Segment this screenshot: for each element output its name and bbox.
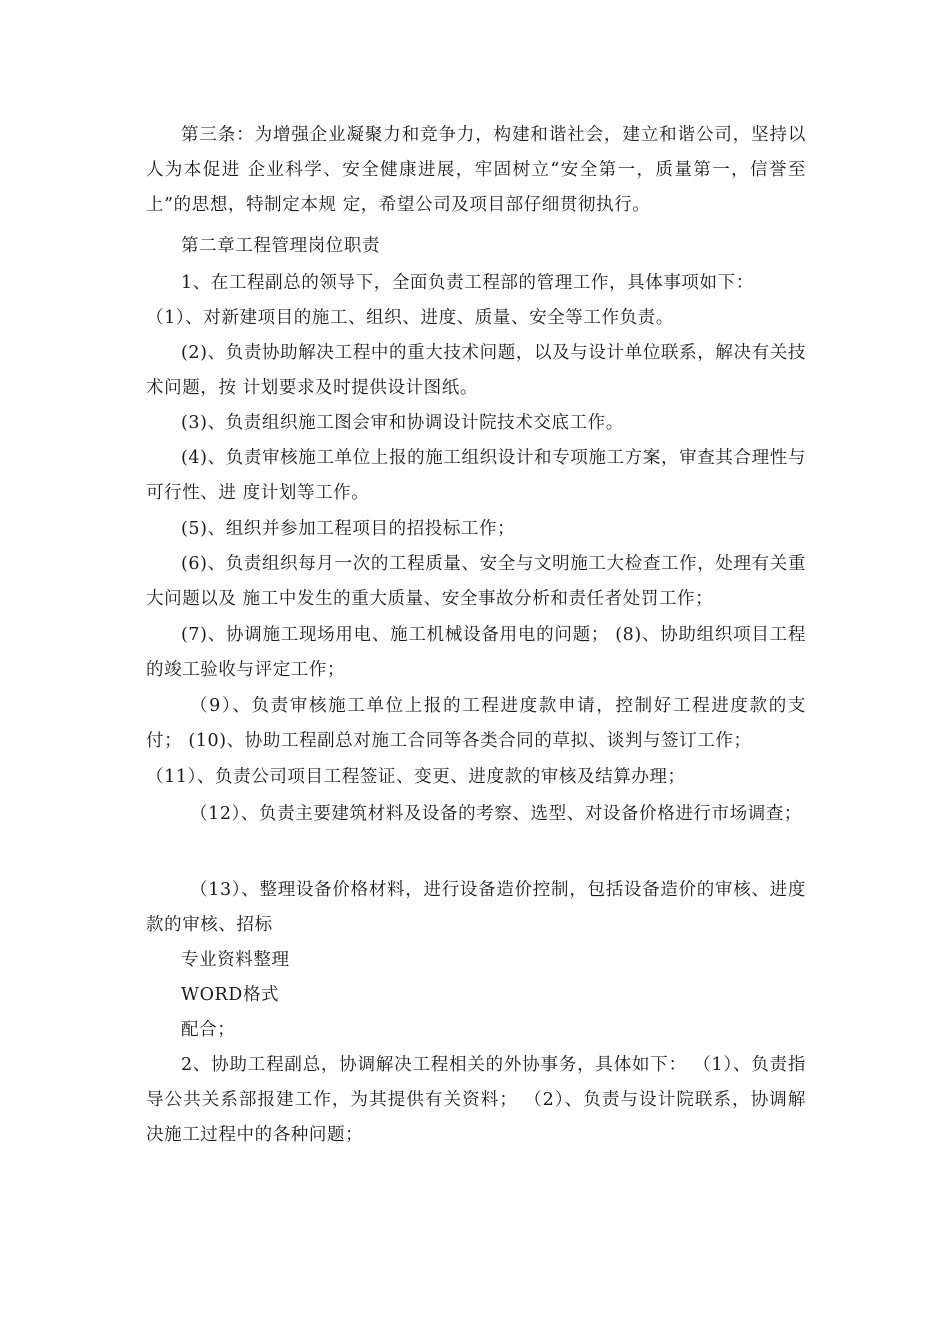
word-format-label: WORD格式 <box>181 985 280 1005</box>
item-1-sub-2: (2)、负责协助解决工程中的重大技术问题，以及与设计单位联系，解决有关技术问题，按 计划要求及时提供设计图纸。 <box>146 343 806 398</box>
item-1-sub-12: （12）、负责主要建筑材料及设备的考察、选型、对设备价格进行市场调查； <box>190 804 803 824</box>
item-1-sub-4: (4)、负责审核施工单位上报的施工组织设计和专项施工方案，审查其合理性与可行性、进 度计划等工作。 <box>146 448 806 503</box>
item-1-sub-7-8: (7)、协调施工现场用电、施工机械设备用电的问题； (8)、协助组织项目工程的竣工验收与评定工作； <box>146 625 806 680</box>
item-1-sub-1: （1）、对新建项目的施工、组织、进度、质量、安全等工作负责。 <box>146 308 674 328</box>
item-1-sub-13: （13）、整理设备价格材料，进行设备造价控制，包括设备造价的审核、进度款的审核、招标 <box>146 880 806 935</box>
item-1-sub-5: (5)、组织并参加工程项目的招投标工作； <box>181 519 516 539</box>
article-three-paragraph: 第三条：为增强企业凝聚力和竞争力，构建和谐社会，建立和谐公司，坚持以人为本促进 企业科学、安全健康进展，牢固树立“安全第一，质量第一，信誉至上”的思想，特制定本规 定，希望公司及项目部仔细贯彻执行。 <box>146 125 806 215</box>
item-1-sub-9-10: （9）、负责审核施工单位上报的工程进度款申请，控制好工程进度款的支付； (10)、协助工程副总对施工合同等各类合同的草拟、谈判与签订工作； <box>146 696 806 751</box>
item-1-sub-11: （11）、负责公司项目工程签证、变更、进度款的审核及结算办理； <box>146 767 686 787</box>
item-1-sub-6: (6)、负责组织每月一次的工程质量、安全与文明施工大检查工作，处理有关重大问题以及 施工中发生的重大质量、安全事故分析和责任者处罚工作； <box>146 554 806 609</box>
item-1-sub-3: (3)、负责组织施工图会审和协调设计院技术交底工作。 <box>181 413 624 433</box>
coordination-line: 配合； <box>181 1020 236 1040</box>
chapter-heading: 第二章工程管理岗位职责 <box>181 236 381 256</box>
item-2-paragraph: 2、协助工程副总，协调解决工程相关的外协事务，具体如下： （1）、负责指导公共关系部报建工作，为其提供有关资料； （2）、负责与设计院联系，协调解决施工过程中的各种问题； <box>146 1055 806 1145</box>
footer-note-label: 专业资料整理 <box>181 950 290 970</box>
item-1-intro: 1、在工程副总的领导下，全面负责工程部的管理工作，具体事项如下： <box>181 273 754 293</box>
